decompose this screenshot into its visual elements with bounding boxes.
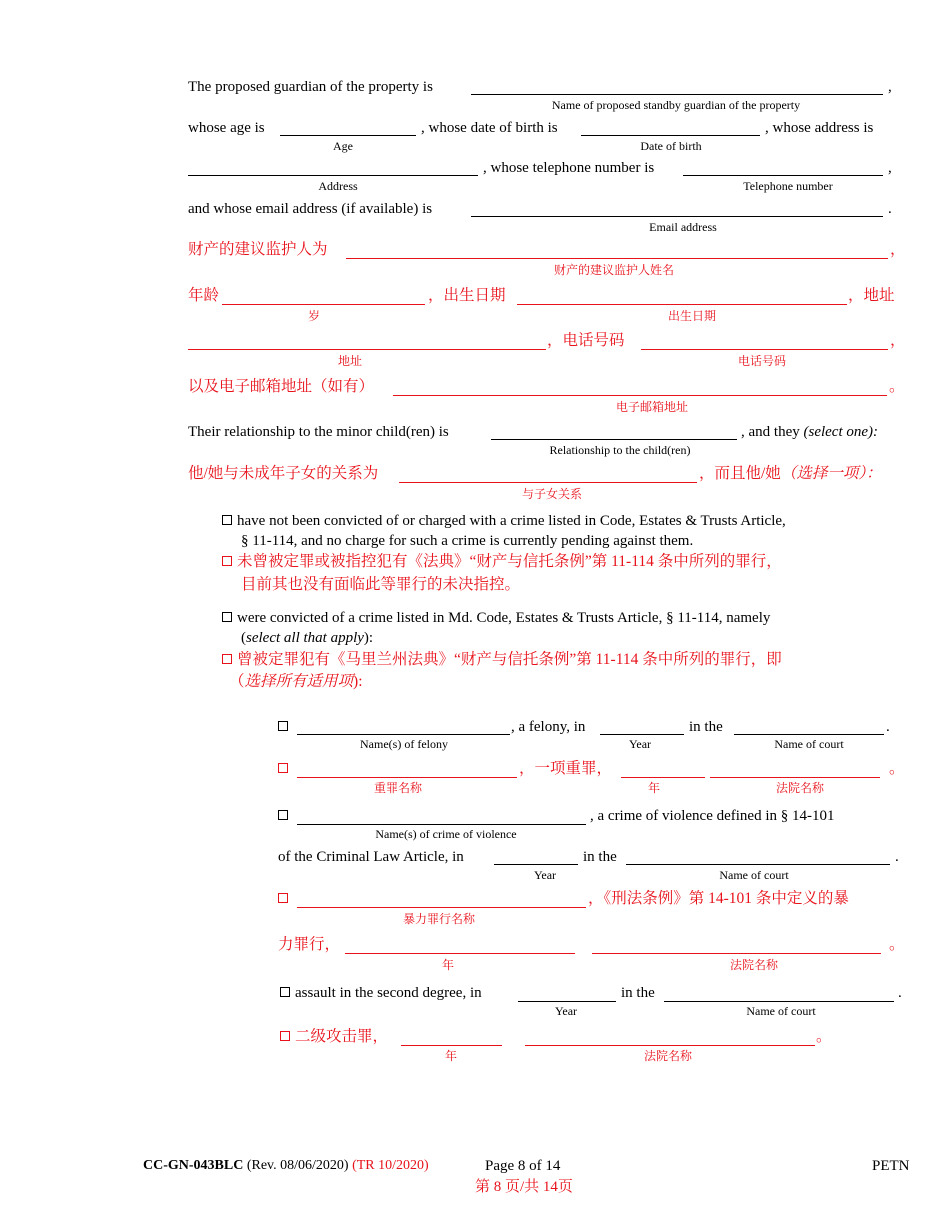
email-caption-zh: 电子邮箱地址 xyxy=(615,400,689,414)
violence-court-field[interactable] xyxy=(626,864,890,865)
relationship-post-zh xyxy=(699,465,882,483)
age-caption: Age xyxy=(333,139,353,153)
violence-line2-zh: 力罪行， xyxy=(278,936,341,953)
not-convicted-checkbox-zh[interactable] xyxy=(222,556,232,566)
violence-name-caption: Name(s) of crime of violence xyxy=(375,827,517,841)
guardian-intro-zh: 财产的建议监护人为 xyxy=(188,241,328,258)
phone-caption-zh: 电话号码 xyxy=(737,354,787,368)
address-label-zh: ，地址 xyxy=(848,287,895,304)
not-convicted-text-zh-2: 目前其也没有面临此等罪行的未决指控。 xyxy=(241,576,521,593)
felony-row xyxy=(278,718,293,736)
period-zh: 。 xyxy=(889,936,905,953)
felony-mid-zh: ，一项重罪， xyxy=(519,760,613,777)
assault-checkbox-zh[interactable] xyxy=(280,1031,290,1041)
period: . xyxy=(886,719,890,735)
age-caption-zh: 岁 xyxy=(307,309,321,323)
dob-caption: Date of birth xyxy=(640,139,702,153)
dob-label-zh: ，出生日期 xyxy=(428,287,506,304)
dob-caption-zh: 出生日期 xyxy=(667,309,717,323)
comma: , xyxy=(888,79,892,95)
guardian-name-field[interactable] xyxy=(471,94,883,95)
relationship-field[interactable] xyxy=(491,439,737,440)
felony-mid: , a felony, in xyxy=(511,719,586,735)
violence-year-field[interactable] xyxy=(494,864,578,865)
select-all-zh: 选择所有适用项 xyxy=(244,673,354,690)
assault-checkbox[interactable] xyxy=(280,987,290,997)
convicted-text-zh-2 xyxy=(229,673,363,691)
assault-row-zh xyxy=(280,1028,388,1046)
address-field[interactable] xyxy=(188,175,478,176)
option-not-convicted xyxy=(222,512,786,530)
assault-court-field[interactable] xyxy=(664,1001,894,1002)
relationship-label-zh: 他/她与未成年子女的关系为 xyxy=(188,465,379,482)
violence-line2: of the Criminal Law Article, in xyxy=(278,849,464,865)
assault-court-caption-zh: 法院名称 xyxy=(643,1049,693,1063)
assault-year-caption: Year xyxy=(554,1004,578,1018)
convicted-checkbox[interactable] xyxy=(222,612,232,622)
felony-court-caption: Name of court xyxy=(774,737,844,751)
not-convicted-text-zh: 未曾被定罪或被指控犯有《法典》“财产与信托条例”第 11-114 条中所列的罪行， xyxy=(237,553,782,570)
phone-label-zh: ，电话号码 xyxy=(547,332,625,349)
paren-close: ): xyxy=(363,630,374,646)
assault-text: assault in the second degree, in xyxy=(295,985,482,1001)
guardian-name-caption-zh: 财产的建议监护人姓名 xyxy=(553,263,675,277)
felony-year-caption-zh: 年 xyxy=(647,781,661,795)
revision: (Rev. 08/06/2020) xyxy=(246,1158,349,1173)
dob-label: , whose date of birth is xyxy=(421,120,558,136)
violence-year-caption-zh: 年 xyxy=(441,958,455,972)
convicted-text: were convicted of a crime listed in Md. Code, Estates & Trusts Article, § 11-114, namely xyxy=(237,610,771,626)
guardian-name-field-zh[interactable] xyxy=(346,258,888,259)
convicted-checkbox-zh[interactable] xyxy=(222,654,232,664)
phone-field-zh[interactable] xyxy=(641,349,888,350)
felony-court-caption-zh: 法院名称 xyxy=(775,781,825,795)
assault-in-the: in the xyxy=(621,985,655,1001)
period: . xyxy=(895,849,899,865)
address-field-zh[interactable] xyxy=(188,349,546,350)
not-convicted-checkbox[interactable] xyxy=(222,515,232,525)
felony-name-caption: Name(s) of felony xyxy=(360,737,448,751)
not-convicted-text-2: § 11-114, and no charge for such a crime is currently pending against them. xyxy=(241,533,694,549)
age-label-zh: 年龄 xyxy=(188,287,220,304)
violence-year-caption: Year xyxy=(533,868,557,882)
felony-court-field[interactable] xyxy=(734,734,884,735)
felony-year-field[interactable] xyxy=(600,734,684,735)
guardian-name-caption: Name of proposed standby guardian of the property xyxy=(551,98,801,112)
violence-court-caption-zh: 法院名称 xyxy=(729,958,779,972)
comma: , xyxy=(888,160,892,176)
select-one-zh: （选择一项）： xyxy=(780,465,882,482)
violence-row xyxy=(278,807,293,825)
select-all: select all that apply xyxy=(246,630,364,646)
assault-court-caption: Name of court xyxy=(746,1004,816,1018)
address-label: , whose address is xyxy=(765,120,874,136)
phone-caption: Telephone number xyxy=(743,179,833,193)
relationship-caption-zh: 与子女关系 xyxy=(521,487,583,501)
option-convicted xyxy=(222,609,770,627)
relationship-caption: Relationship to the child(ren) xyxy=(549,443,691,457)
age-label: whose age is xyxy=(188,120,265,136)
paren-close-zh: ): xyxy=(353,673,363,690)
footer-form-info xyxy=(143,1157,429,1175)
not-convicted-text: have not been convicted of or charged with a crime listed in Code, Estates & Trusts Article, xyxy=(237,513,786,529)
felony-year-field-zh[interactable] xyxy=(621,777,705,778)
guardian-intro: The proposed guardian of the property is xyxy=(188,79,433,95)
comma-zh: ， xyxy=(890,332,906,349)
relationship-field-zh[interactable] xyxy=(399,482,697,483)
address-caption: Address xyxy=(318,179,358,193)
dob-field[interactable] xyxy=(581,135,760,136)
violence-mid-zh: ，《刑法条例》第 14-101 条中定义的暴 xyxy=(588,890,849,907)
option-convicted-zh xyxy=(222,651,782,669)
page-number: Page 8 of 14 xyxy=(485,1158,561,1174)
assault-text-zh: 二级攻击罪， xyxy=(295,1028,389,1045)
period-zh: 。 xyxy=(889,760,905,777)
and-they: , and they xyxy=(741,424,800,440)
violence-year-field-zh[interactable] xyxy=(345,953,575,954)
doc-type: PETN xyxy=(872,1158,910,1174)
age-field-zh[interactable] xyxy=(222,304,425,305)
felony-year-caption: Year xyxy=(628,737,652,751)
felony-court-field-zh[interactable] xyxy=(710,777,880,778)
address-caption-zh: 地址 xyxy=(337,354,363,368)
violence-row-zh xyxy=(278,890,293,908)
felony-name-field[interactable] xyxy=(297,734,510,735)
violence-checkbox-zh[interactable] xyxy=(278,893,288,903)
paren-open-zh: （ xyxy=(229,673,245,690)
convicted-text-zh: 曾被定罪犯有《马里兰州法典》“财产与信托条例”第 11-114 条中所列的罪行，即 xyxy=(237,651,782,668)
period-zh: 。 xyxy=(816,1028,832,1045)
violence-checkbox[interactable] xyxy=(278,810,288,820)
violence-in-the: in the xyxy=(583,849,617,865)
period: . xyxy=(898,985,902,1001)
translation-rev: (TR 10/2020) xyxy=(352,1158,429,1173)
felony-in-the: in the xyxy=(689,719,723,735)
and-they-zh: ，而且他/她 xyxy=(699,465,781,482)
email-caption: Email address xyxy=(649,220,717,234)
violence-court-caption: Name of court xyxy=(719,868,789,882)
email-label: and whose email address (if available) is xyxy=(188,201,433,217)
violence-court-field-zh[interactable] xyxy=(592,953,881,954)
assault-year-field-zh[interactable] xyxy=(401,1045,502,1046)
violence-name-field[interactable] xyxy=(297,824,586,825)
page-number-zh: 第 8 页/共 14页 xyxy=(475,1179,573,1195)
assault-court-field-zh[interactable] xyxy=(525,1045,815,1046)
email-field[interactable] xyxy=(471,216,883,217)
period-zh: 。 xyxy=(889,378,905,395)
option-not-convicted-zh xyxy=(222,553,782,571)
felony-name-caption-zh: 重罪名称 xyxy=(373,781,423,795)
felony-row-zh xyxy=(278,760,293,778)
phone-label: , whose telephone number is xyxy=(483,160,655,176)
violence-mid: , a crime of violence defined in § 14-101 xyxy=(590,808,835,824)
dob-field-zh[interactable] xyxy=(517,304,847,305)
assault-row xyxy=(280,984,482,1002)
phone-field[interactable] xyxy=(683,175,883,176)
felony-name-field-zh[interactable] xyxy=(297,777,517,778)
assault-year-caption-zh: 年 xyxy=(444,1049,458,1063)
convicted-text-2 xyxy=(241,629,373,647)
violence-name-field-zh[interactable] xyxy=(297,907,586,908)
period: . xyxy=(888,201,892,217)
form-id: CC-GN-043BLC xyxy=(143,1158,244,1173)
age-field[interactable] xyxy=(280,135,416,136)
violence-name-caption-zh: 暴力罪行名称 xyxy=(402,912,476,926)
select-one: (select one): xyxy=(803,424,879,440)
felony-checkbox[interactable] xyxy=(278,721,288,731)
relationship-label: Their relationship to the minor child(ren) is xyxy=(188,424,449,440)
paren-open: ( xyxy=(241,630,246,646)
comma-zh: ， xyxy=(890,241,906,258)
email-label-zh: 以及电子邮箱地址（如有） xyxy=(188,378,375,395)
email-field-zh[interactable] xyxy=(393,395,887,396)
relationship-post xyxy=(741,423,878,441)
assault-year-field[interactable] xyxy=(518,1001,616,1002)
felony-checkbox-zh[interactable] xyxy=(278,763,288,773)
